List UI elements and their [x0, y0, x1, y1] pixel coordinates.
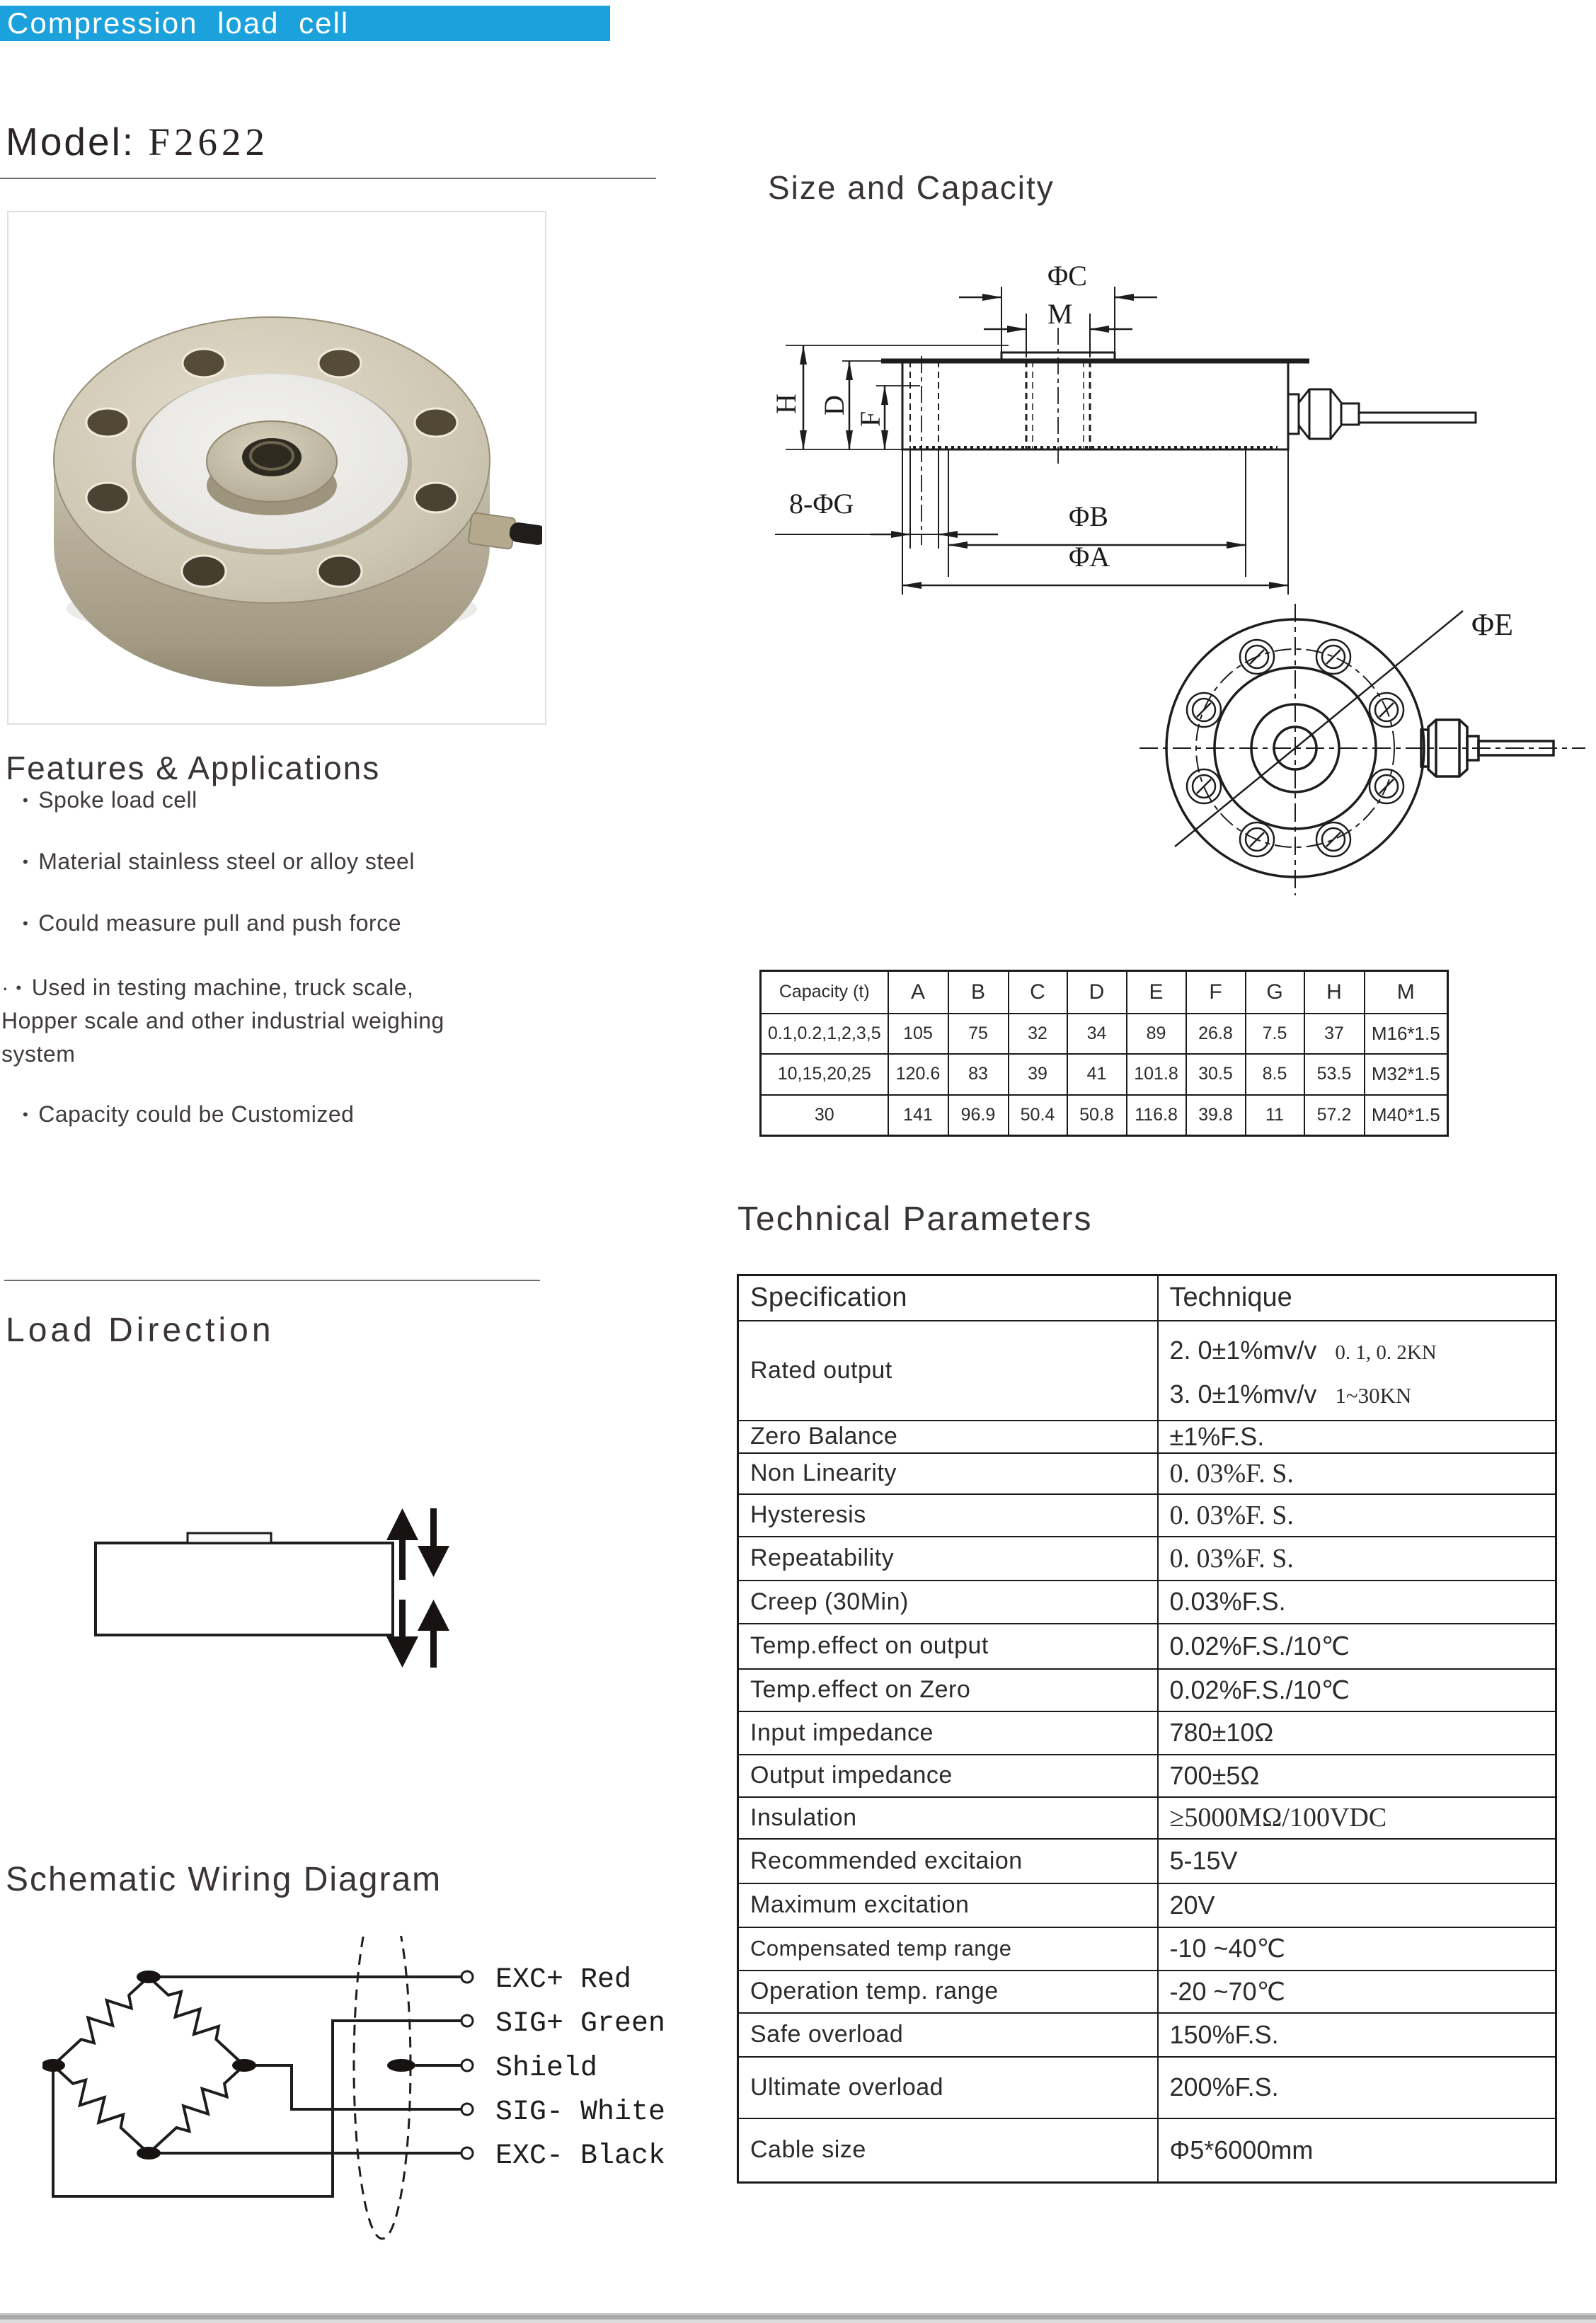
dim-label-c: ΦC	[1047, 260, 1087, 292]
table-row: Non Linearity 0. 03%F. S.	[738, 1453, 1556, 1494]
table-row: Safe overload 150%F.S.	[738, 2013, 1556, 2057]
wiring-diagram	[42, 1936, 779, 2268]
cable-stub	[508, 522, 542, 546]
model-title	[6, 119, 269, 164]
table-row: Operation temp. range -20 ~70℃	[738, 1971, 1556, 2013]
feature-item: • Could measure pull and push force	[23, 910, 401, 936]
features-heading: Features & Applications	[6, 750, 381, 786]
load-cell-photo-drawing	[8, 212, 542, 721]
dim-label-m: M	[1047, 298, 1073, 330]
dim-label-g: 8-ΦG	[789, 488, 854, 520]
table-row: Hysteresis 0. 03%F. S.	[738, 1494, 1556, 1537]
bullet-icon: •	[16, 979, 22, 997]
load-direction-heading: Load Direction	[6, 1312, 275, 1349]
table-row: 0.1,0.2,1,2,3,5 105 75 32 34 89 26.8 7.5 37 M16*1.5	[761, 1014, 1448, 1054]
section-divider	[4, 1280, 540, 1281]
bullet-icon: •	[23, 853, 29, 871]
rated-range-1: 0. 1, 0. 2KN	[1335, 1341, 1437, 1364]
table-row: Input impedance 780±10Ω	[738, 1711, 1556, 1755]
feature-item: • Material stainless steel or alloy steel	[23, 849, 415, 874]
wire-label-sig-minus: SIG- White	[495, 2097, 666, 2128]
feature-item: • Spoke load cell	[23, 787, 197, 813]
table-row: Creep (30Min) 0.03%F.S.	[738, 1581, 1556, 1624]
front-view-drawing	[1058, 591, 1596, 917]
table-row: Recommended excitaion 5-15V	[738, 1839, 1556, 1883]
table-row-rated-output: Rated output 2. 0±1%mv/v 0. 1, 0. 2KN 3. 0±1%mv/v 1~30KN	[738, 1321, 1556, 1421]
page-footer-bar	[0, 2313, 1596, 2323]
dim-label-a: ΦA	[1069, 541, 1110, 573]
stray-dot: ·	[1, 975, 10, 1000]
size-capacity-heading: Size and Capacity	[768, 169, 1055, 206]
bullet-icon: •	[23, 914, 29, 932]
bullet-icon: •	[23, 791, 29, 809]
table-row: Maximum excitation 20V	[738, 1883, 1556, 1927]
table-row: Repeatability 0. 03%F. S.	[738, 1537, 1556, 1581]
bullet-icon: •	[23, 1106, 29, 1123]
rated-value-2: 3. 0±1%mv/v	[1169, 1380, 1317, 1409]
dimension-table	[759, 970, 1449, 1137]
model-label: Model:	[6, 120, 136, 164]
wire-sig-minus	[244, 2065, 461, 2109]
table-row: 30 141 96.9 50.4 50.8 116.8 39.8 11 57.2 M40*1.5	[761, 1095, 1448, 1136]
table-row: Ultimate overload 200%F.S.	[738, 2057, 1556, 2118]
shield-node	[387, 2059, 415, 2072]
feature-item: • Capacity could be Customized	[23, 1101, 355, 1127]
rated-value-1: 2. 0±1%mv/v	[1169, 1336, 1317, 1365]
technical-heading: Technical Parameters	[737, 1200, 1093, 1238]
dim-label-e: ΦE	[1471, 607, 1514, 642]
table-row: Output impedance 700±5Ω	[738, 1755, 1556, 1797]
wiring-heading: Schematic Wiring Diagram	[6, 1861, 442, 1898]
cable-gland-drawing	[1288, 389, 1476, 439]
dim-label-h: H	[770, 394, 802, 414]
table-row: 10,15,20,25 120.6 83 39 41 101.8 30.5 8.5 53.5 M32*1.5	[761, 1054, 1448, 1095]
load-arrows	[386, 1508, 449, 1668]
product-photo	[7, 211, 546, 725]
terminal-circles	[461, 1971, 473, 2159]
cable-shield-ellipse	[354, 1936, 411, 2239]
feature-item-wrapped: · • Used in testing machine, truck scale, Hopper scale and other industrial weighing system	[1, 975, 444, 1067]
table-row: Insulation ≥5000MΩ/100VDC	[738, 1797, 1556, 1839]
model-number: F2622	[148, 120, 269, 164]
table-header-row: Specification Technique	[738, 1275, 1556, 1321]
technical-table	[737, 1274, 1557, 2184]
cable-gland	[468, 512, 542, 549]
wire-label-shield: Shield	[495, 2053, 598, 2084]
side-view-drawing	[764, 237, 1585, 598]
wire-label-exc-minus: EXC- Black	[495, 2140, 666, 2172]
model-underline	[0, 178, 656, 179]
dim-label-f: F	[854, 411, 886, 427]
load-direction-drawing	[57, 1458, 623, 1670]
dim-label-d: D	[818, 395, 850, 415]
rated-range-2: 1~30KN	[1335, 1383, 1412, 1408]
wire-label-exc-plus: EXC+ Red	[495, 1964, 632, 1996]
body-section	[902, 361, 1288, 449]
table-row: Zero Balance ±1%F.S.	[738, 1421, 1556, 1453]
page-title: Compression load cell	[0, 6, 610, 41]
table-row: Temp.effect on output 0.02%F.S./10℃	[738, 1624, 1556, 1669]
table-row: Temp.effect on Zero 0.02%F.S./10℃	[738, 1669, 1556, 1711]
bridge-nodes	[42, 1971, 415, 2159]
wire-label-sig-plus: SIG+ Green	[495, 2008, 666, 2040]
bridge-resistors	[45, 1968, 252, 2162]
cell-block	[96, 1543, 393, 1635]
table-header-row: Capacity (t) A B C D E F G H M	[761, 971, 1448, 1014]
table-row: Cable size Φ5*6000mm	[738, 2118, 1556, 2183]
table-row: Compensated temp range -10 ~40℃	[738, 1927, 1556, 1971]
cell-button	[188, 1533, 271, 1543]
dim-label-b: ΦB	[1069, 500, 1108, 532]
